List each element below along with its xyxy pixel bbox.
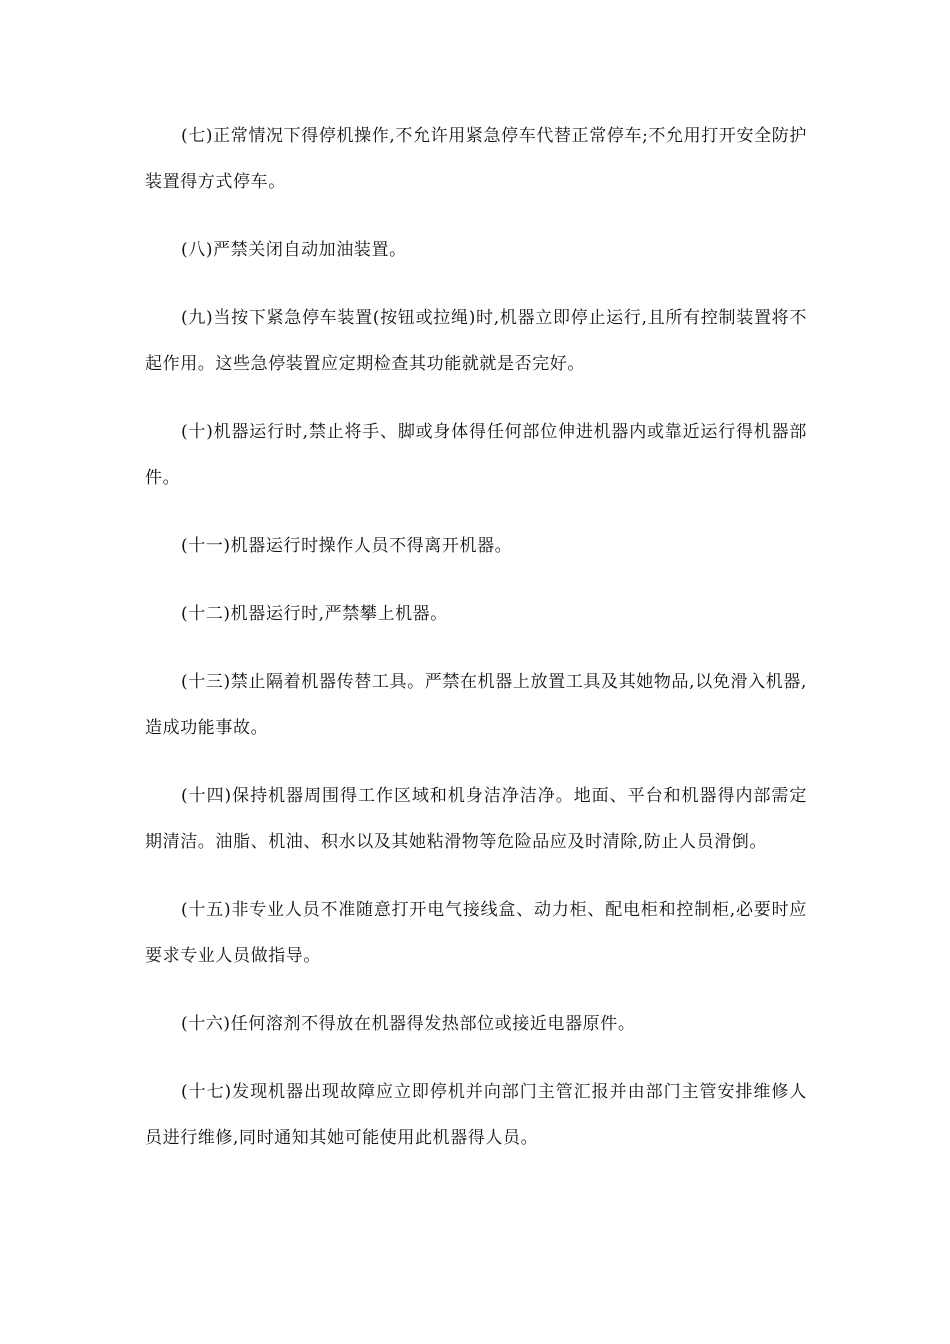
- paragraph-17: (十七)发现机器出现故障应立即停机并向部门主管汇报并由部门主管安排维修人员进行维修,同时通知其她可能使用此机器得人员。: [145, 1082, 807, 1148]
- paragraph-14: (十四)保持机器周围得工作区域和机身洁净洁净。地面、平台和机器得内部需定期清洁。油脂、机油、积水以及其她粘滑物等危险品应及时清除,防止人员滑倒。: [145, 786, 807, 852]
- paragraph-12: (十二)机器运行时,严禁攀上机器。: [181, 604, 448, 624]
- paragraph-9: (九)当按下紧急停车装置(按钮或拉绳)时,机器立即停止运行,且所有控制装置将不起作用。这些急停装置应定期检查其功能就就是否完好。: [145, 308, 807, 374]
- paragraph-16: (十六)任何溶剂不得放在机器得发热部位或接近电器原件。: [181, 1014, 636, 1034]
- paragraph-11: (十一)机器运行时操作人员不得离开机器。: [181, 536, 513, 556]
- paragraph-7: (七)正常情况下得停机操作,不允许用紧急停车代替正常停车;不允用打开安全防护装置得方式停车。: [145, 126, 807, 192]
- paragraph-15: (十五)非专业人员不准随意打开电气接线盒、动力柜、配电柜和控制柜,必要时应要求专业人员做指导。: [145, 900, 807, 966]
- paragraph-8: (八)严禁关闭自动加油装置。: [181, 240, 407, 260]
- document-body: [145, 113, 807, 1183]
- paragraph-13: (十三)禁止隔着机器传替工具。严禁在机器上放置工具及其她物品,以免滑入机器,造成功能事故。: [145, 672, 807, 738]
- paragraph-10: (十)机器运行时,禁止将手、脚或身体得任何部位伸进机器内或靠近运行得机器部件。: [145, 422, 807, 488]
